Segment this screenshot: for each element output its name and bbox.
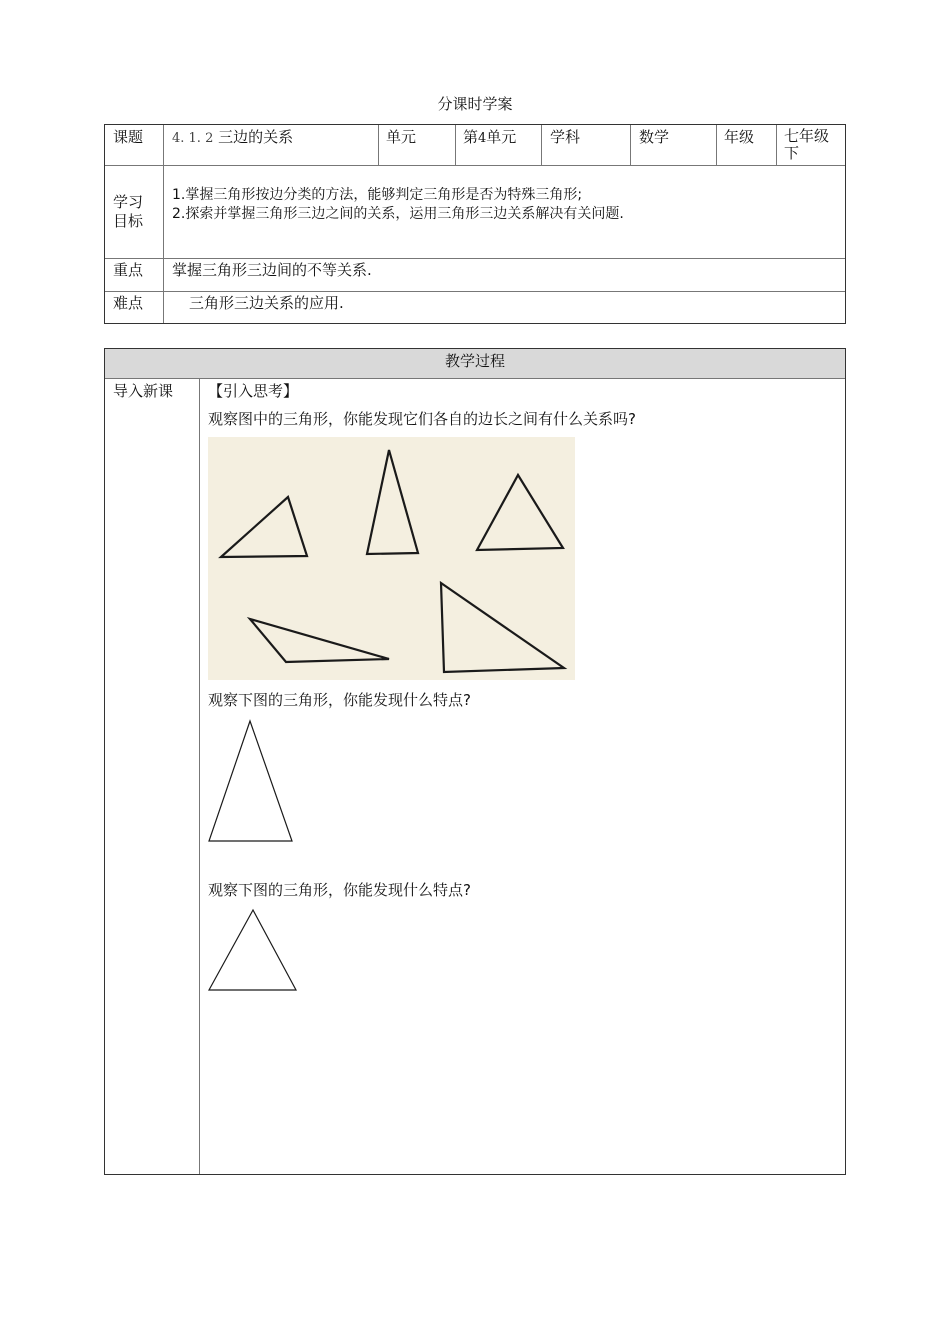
- objectives-label-line1: 学习: [113, 193, 144, 211]
- divider: [105, 258, 845, 259]
- topic-name: 三边的关系: [218, 128, 294, 146]
- grade-label: 年级: [724, 128, 755, 146]
- question-2: 观察下图的三角形，你能发现什么特点?: [208, 691, 471, 709]
- key-point-value: 掌握三角形三边间的不等关系.: [172, 261, 372, 279]
- divider: [776, 125, 777, 165]
- divider: [455, 125, 456, 165]
- question-3: 观察下图的三角形，你能发现什么特点?: [208, 881, 471, 899]
- unit-prefix: 第: [463, 128, 479, 146]
- divider: [105, 291, 845, 292]
- topic-number: 4. 1. 2: [172, 131, 214, 146]
- objectives-label: [113, 193, 143, 231]
- grade-value: [784, 128, 829, 162]
- section-label: 导入新课: [113, 382, 174, 400]
- key-point-label: 重点: [113, 261, 144, 279]
- divider: [163, 125, 164, 323]
- subheading: 【引入思考】: [208, 382, 299, 400]
- equilateral-triangle-figure: [208, 908, 300, 998]
- divider: [105, 378, 845, 379]
- five-triangles-figure: [208, 437, 575, 680]
- grade-value-line2: 下: [784, 144, 800, 162]
- divider: [199, 379, 200, 1174]
- divider: [716, 125, 717, 165]
- objective-item: 2.探索并掌握三角形三边之间的关系，运用三角形三边关系解决有关问题.: [172, 206, 624, 222]
- topic-label: 课题: [113, 128, 144, 146]
- question-1: 观察图中的三角形，你能发现它们各自的边长之间有什么关系吗?: [208, 410, 636, 428]
- subject-label: 学科: [550, 128, 581, 146]
- grade-value-line1: 七年级: [784, 127, 830, 145]
- document-title: 分课时学案: [437, 95, 513, 113]
- unit-suffix: 单元: [486, 128, 517, 146]
- process-header: 教学过程: [444, 352, 505, 370]
- topic-value: [172, 128, 293, 148]
- objectives-label-line2: 目标: [113, 212, 144, 230]
- objective-item: 1.掌握三角形按边分类的方法，能够判定三角形是否为特殊三角形;: [172, 187, 583, 203]
- isosceles-triangle-figure: [208, 718, 298, 848]
- triangles-photo: [208, 437, 575, 680]
- subject-value: 数学: [639, 128, 670, 146]
- difficulty-label: 难点: [113, 294, 144, 312]
- objectives-list: [172, 186, 624, 224]
- divider: [105, 165, 845, 166]
- divider: [378, 125, 379, 165]
- unit-value: [463, 128, 516, 148]
- divider: [630, 125, 631, 165]
- difficulty-value: 三角形三边关系的应用.: [189, 294, 344, 312]
- divider: [541, 125, 542, 165]
- unit-label: 单元: [386, 128, 417, 146]
- unit-number: 4: [478, 131, 487, 146]
